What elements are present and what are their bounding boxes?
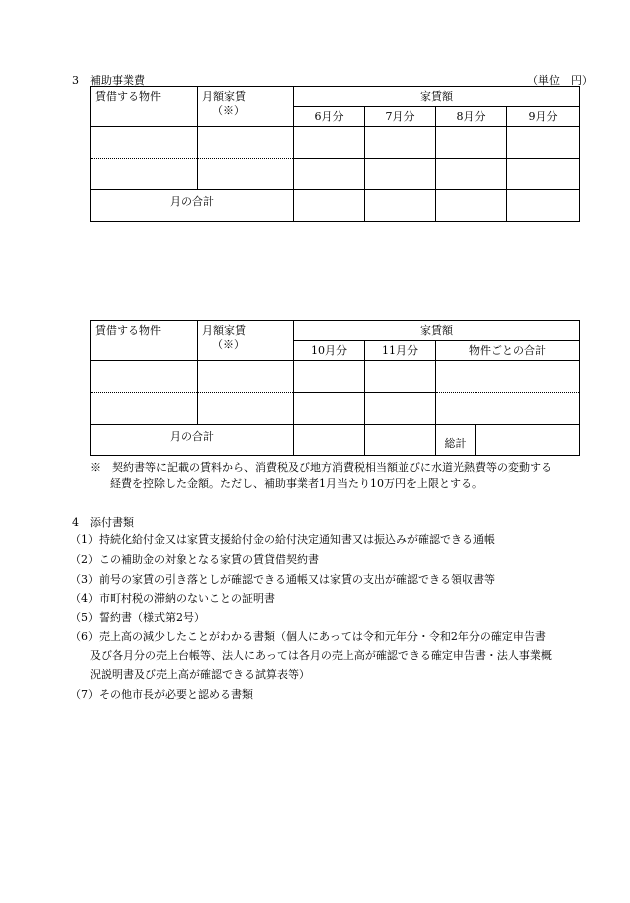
header-rent-amount: 家賃額 (294, 87, 580, 107)
header-rent-amount: 家賃額 (294, 321, 580, 341)
list-item-6-line-3: 況説明書及び売上高が確認できる試算表等） (90, 668, 310, 681)
property-cell[interactable] (91, 159, 198, 190)
header-month: 11月分 (365, 341, 436, 361)
unit-label: （単位 円） (527, 74, 593, 87)
header-monthly-rent-line2: （※） (212, 338, 245, 351)
amount-cell[interactable] (294, 159, 365, 190)
amount-cell[interactable] (365, 393, 436, 425)
total-cell[interactable] (365, 190, 436, 222)
table-row (91, 159, 580, 190)
header-monthly-rent-line1: 月額家賃 (202, 90, 246, 103)
amount-cell[interactable] (294, 361, 365, 393)
table-row (91, 361, 580, 393)
rent-cell[interactable] (198, 393, 294, 425)
list-item-7: （7）その他市長が必要と認める書類 (70, 688, 253, 701)
list-item: （2）この補助金の対象となる家賃の賃貸借契約書 (70, 553, 319, 566)
section-4-heading: 4 添付書類 (72, 516, 134, 529)
total-cell[interactable] (436, 190, 507, 222)
rent-table-2 (90, 320, 580, 456)
total-cell[interactable] (507, 190, 580, 222)
list-item: （1）持続化給付金又は家賃支援給付金の給付決定通知書又は振込みが確認できる通帳 (70, 533, 495, 546)
list-item: （4）市町村税の滞納のないことの証明書 (70, 592, 275, 605)
section-3-heading: 3 補助事業費 (72, 74, 145, 87)
month-total-label: 月の合計 (91, 190, 294, 222)
header-monthly-rent (198, 321, 294, 361)
table-row (91, 127, 580, 159)
header-monthly-rent-line2: （※） (212, 104, 245, 117)
header-month: 8月分 (436, 107, 507, 127)
amount-cell[interactable] (365, 127, 436, 159)
rent-cell[interactable] (198, 361, 294, 393)
amount-cell[interactable] (507, 159, 580, 190)
grand-total-cell[interactable] (476, 425, 580, 456)
list-item: （5）誓約書（様式第2号） (70, 611, 205, 624)
rent-cell[interactable] (198, 127, 294, 159)
rent-table-1 (90, 86, 580, 222)
total-cell[interactable] (294, 425, 365, 456)
month-total-label: 月の合計 (91, 425, 294, 456)
property-total-cell[interactable] (436, 361, 580, 393)
header-property: 賃借する物件 (91, 87, 198, 127)
header-month: 9月分 (507, 107, 580, 127)
note-line-2: 経費を控除した金額。ただし、補助事業者1月当たり10万円を上限とする。 (110, 477, 483, 490)
amount-cell[interactable] (436, 127, 507, 159)
list-item: （3）前号の家賃の引き落としが確認できる通帳又は家賃の支出が確認できる領収書等 (70, 573, 495, 586)
property-cell[interactable] (91, 127, 198, 159)
amount-cell[interactable] (436, 159, 507, 190)
property-total-cell[interactable] (436, 393, 580, 425)
header-month: 6月分 (294, 107, 365, 127)
header-per-property-total: 物件ごとの合計 (436, 341, 580, 361)
total-cell[interactable] (365, 425, 436, 456)
header-monthly-rent (198, 87, 294, 127)
amount-cell[interactable] (365, 159, 436, 190)
rent-cell[interactable] (198, 159, 294, 190)
amount-cell[interactable] (365, 361, 436, 393)
property-cell[interactable] (91, 361, 198, 393)
table-row (91, 393, 580, 425)
header-property: 賃借する物件 (91, 321, 198, 361)
list-item-6-line-2: 及び各月分の売上台帳等、法人にあっては各月の売上高が確認できる確定申告書・法人事業概 (90, 649, 552, 662)
amount-cell[interactable] (294, 127, 365, 159)
header-month: 10月分 (294, 341, 365, 361)
total-cell[interactable] (294, 190, 365, 222)
header-monthly-rent-line1: 月額家賃 (202, 324, 246, 337)
list-item-6-line-1: （6）売上高の減少したことがわかる書類（個人にあっては令和元年分・令和2年分の確定申告書 (70, 630, 546, 643)
total-row (91, 190, 580, 222)
amount-cell[interactable] (294, 393, 365, 425)
total-row (91, 425, 580, 456)
amount-cell[interactable] (507, 127, 580, 159)
property-cell[interactable] (91, 393, 198, 425)
note-line-1: ※ 契約書等に記載の賃料から、消費税及び地方消費税相当額並びに水道光熱費等の変動する (90, 461, 552, 474)
header-month: 7月分 (365, 107, 436, 127)
grand-total-label: 総計 (436, 425, 476, 456)
